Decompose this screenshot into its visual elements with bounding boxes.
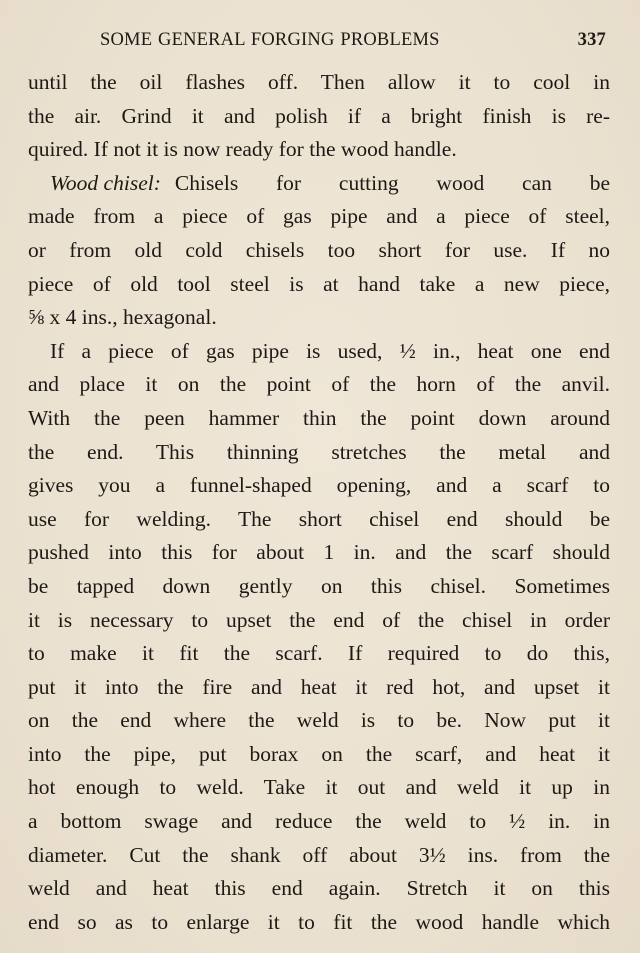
text-line: ⅝ x 4 ins., hexagonal. <box>28 305 217 330</box>
page-body <box>28 66 610 939</box>
text-line <box>28 167 610 201</box>
text-line: pushed into this for about 1 in. and the scarf should <box>28 540 610 565</box>
text-line: to make it fit the scarf. If required to do this, <box>28 641 610 666</box>
text-line: and place it on the point of the horn of the anvil. <box>28 372 610 397</box>
text-line: gives you a funnel-shaped opening, and a scarf to <box>28 473 610 498</box>
text-line: the air. Grind it and polish if a bright finish is re- <box>28 103 610 128</box>
text-line: or from old cold chisels too short for use. If no <box>28 237 610 262</box>
text-line: With the peen hammer thin the point down around <box>28 405 610 430</box>
text-line: hot enough to weld. Take it out and weld it up in <box>28 775 610 800</box>
text-line: it is necessary to upset the end of the chisel in order <box>28 607 610 632</box>
page-number: 337 <box>577 30 606 50</box>
paragraph-gas-pipe <box>28 335 610 940</box>
text-line: put it into the fire and heat it red hot, and upset it <box>28 674 610 699</box>
text-line: end so as to enlarge it to fit the wood handle which <box>28 909 610 934</box>
text-line: until the oil flashes off. Then allow it to cool in <box>28 70 610 94</box>
paragraph-wood-chisel <box>28 167 610 335</box>
paragraph-continuation <box>28 66 610 167</box>
text-line: diameter. Cut the shank off about 3½ ins. from the <box>28 842 610 867</box>
text-line: a bottom swage and reduce the weld to ½ in. in <box>28 809 610 834</box>
text-line: be tapped down gently on this chisel. Sometimes <box>28 573 610 598</box>
text-line: made from a piece of gas pipe and a piece of steel, <box>28 204 610 229</box>
section-heading-wood-chisel: Wood chisel: <box>50 170 161 195</box>
running-head <box>100 30 610 56</box>
text-line: use for welding. The short chisel end should be <box>28 506 610 531</box>
text-line: weld and heat this end again. Stretch it on this <box>28 876 610 901</box>
text-line: into the pipe, put borax on the scarf, and heat it <box>28 741 610 766</box>
text-line: If a piece of gas pipe is used, ½ in., heat one end <box>50 338 610 363</box>
text-line-segment: Chisels for cutting wood can be <box>174 170 610 195</box>
text-line: on the end where the weld is to be. Now put it <box>28 708 610 733</box>
text-line: quired. If not it is now ready for the wood handle. <box>28 137 457 162</box>
text-line: piece of old tool steel is at hand take a new piece, <box>28 271 610 296</box>
running-title: SOME GENERAL FORGING PROBLEMS <box>100 30 440 50</box>
text-line: the end. This thinning stretches the metal and <box>28 439 610 464</box>
